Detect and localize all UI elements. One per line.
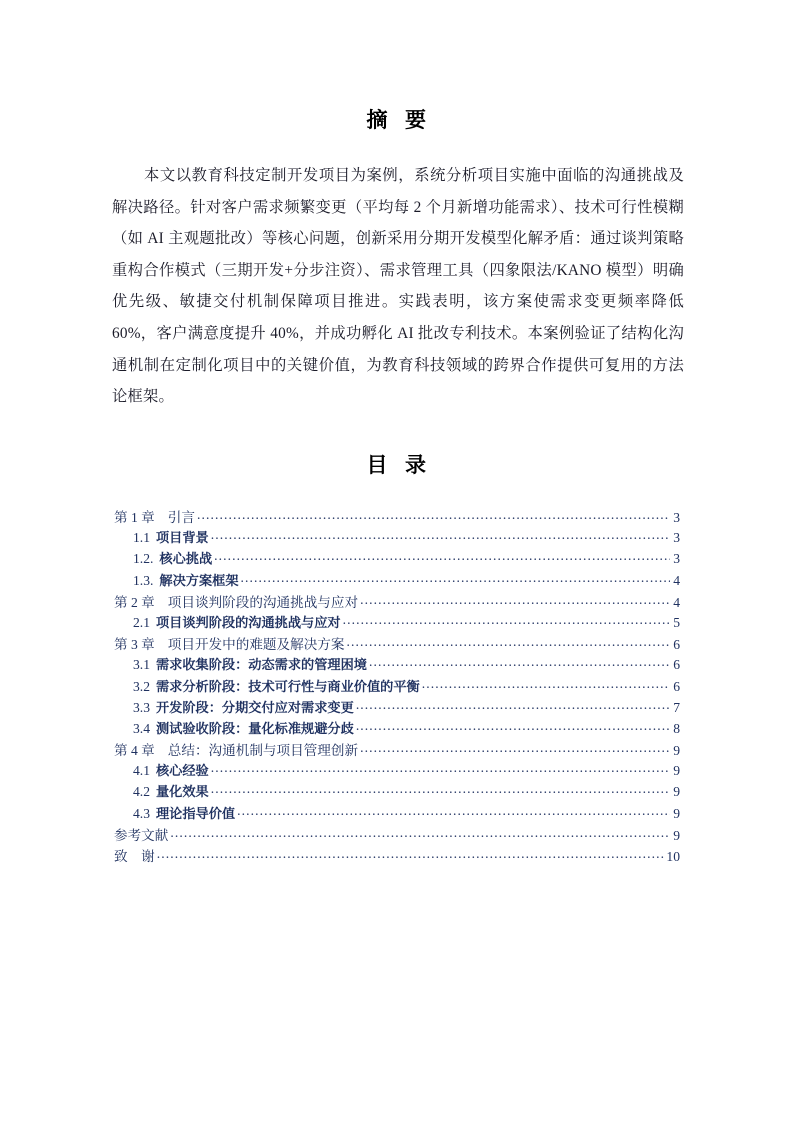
toc-heading-char2: 录 [405,454,427,477]
toc-page-number: 3 [673,530,680,546]
toc-entry-title: 量化效果 [156,784,209,800]
toc-dot-leader [356,699,670,712]
toc-entry[interactable] [114,803,680,824]
toc-page-number: 7 [673,699,680,715]
toc-entry-number: 3.3 [133,699,150,715]
toc-entry-title: 致 谢 [114,849,155,864]
toc-entry-number: 第 1 章 [114,510,155,525]
toc-heading [0,449,793,479]
toc-page-number: 9 [673,784,680,800]
toc-entry-title: 项目开发中的难题及解决方案 [167,637,345,653]
toc-entry[interactable] [114,781,680,802]
abstract-heading-char1: 摘 [366,109,388,132]
toc-heading-char1: 目 [366,454,388,477]
toc-page-number: 9 [673,805,680,821]
abstract-heading [0,104,793,134]
toc-entry[interactable] [114,570,680,591]
toc-page-number: 10 [666,849,680,864]
toc-dot-leader [237,805,670,818]
toc-dot-leader [214,550,670,563]
toc-entry-title: 需求收集阶段：动态需求的管理困境 [156,657,367,673]
toc-dot-leader [157,848,666,861]
toc-page-number: 6 [673,678,680,694]
toc-page-number: 3 [673,551,680,567]
toc-entry-number: 第 2 章 [114,594,155,610]
toc-entry-title: 引言 [167,510,195,525]
toc-entry[interactable] [114,506,680,527]
toc-entry-number: 3.1 [133,657,150,673]
toc-entry[interactable] [114,824,680,845]
toc-entry[interactable] [114,739,680,760]
toc-entry-number: 2.1 [133,614,150,630]
toc-dot-leader [360,594,670,607]
toc-entry-title: 解决方案框架 [159,572,239,588]
toc-dot-leader [356,720,670,733]
toc-entry[interactable] [114,612,680,633]
toc-entry-title: 项目谈判阶段的沟通挑战与应对 [167,594,359,610]
toc-dot-leader [170,827,670,840]
toc-entry-title: 参考文献 [114,827,169,843]
toc-page-number: 6 [673,637,680,653]
toc-page-number: 6 [673,657,680,673]
toc-page-number: 9 [673,763,680,779]
toc-entry[interactable] [114,760,680,781]
toc-entry-title: 需求分析阶段：技术可行性与商业价值的平衡 [156,678,420,694]
abstract-heading-char2: 要 [405,109,427,132]
toc-page-number: 9 [673,743,680,759]
toc-entry-title: 核心挑战 [159,551,213,567]
toc-dot-leader [360,742,670,755]
toc-dot-leader [211,783,670,796]
toc-entry-number: 1.1 [133,530,150,546]
toc-entry-number: 第 3 章 [114,637,155,653]
toc-entry[interactable] [114,548,680,569]
toc-entry-number: 4.1 [133,763,150,779]
abstract-body-text: 本文以教育科技定制开发项目为案例，系统分析项目实施中面临的沟通挑战及解决路径。针对客户需求频繁变更（平均每 2 个月新增功能需求）、技术可行性模糊（如 AI 主观题批改）等核心问题，创新采用分期开发模型化解矛盾：通过谈判策略重构合作模式（三期开发+分步注资）、需求管理工具（四象限法/KANO 模型）明确优先级、敏捷交付机制保障项目推进。实践表明，该方案使需求变更频率降低 60%，客户满意度提升 40%，并成功孵化 AI 批改专利技术。本案例验证了结构化沟通机制在定制化项目中的关键价值，为教育科技领域的跨界合作提供可复用的方法论框架。 [112,167,684,406]
toc-entry-title: 项目背景 [156,530,209,546]
toc-entry-title: 开发阶段：分期交付应对需求变更 [156,699,354,715]
toc-entry-title: 理论指导价值 [156,805,236,821]
toc-entry-number: 1.2. [133,551,154,567]
toc-entry[interactable] [114,697,680,718]
toc-entry-number: 1.3. [133,572,154,588]
toc-entry[interactable] [114,591,680,612]
toc-dot-leader [241,572,670,585]
toc-dot-leader [211,762,670,775]
toc-entry[interactable] [114,527,680,548]
toc-page-number: 8 [673,720,680,736]
toc-page-number: 4 [673,594,680,610]
toc-entry-number: 3.4 [133,720,150,736]
toc-dot-leader [369,656,670,669]
toc-entry-number: 4.2 [133,784,150,800]
toc-dot-leader [347,636,671,649]
toc-entry[interactable] [114,654,680,675]
toc-entry[interactable] [114,676,680,697]
toc-page-number: 4 [673,572,680,588]
toc-dot-leader [197,509,670,522]
toc-entry-title: 核心经验 [156,763,209,779]
toc-entry-number: 第 4 章 [114,743,155,759]
toc-entry-title: 项目谈判阶段的沟通挑战与应对 [156,614,341,630]
toc-entry-title: 总结：沟通机制与项目管理创新 [167,743,359,759]
toc-dot-leader [422,678,670,691]
toc-page-number: 5 [673,614,680,630]
toc-page-number: 3 [673,510,680,525]
toc-dot-leader [211,529,670,542]
table-of-contents [114,506,680,866]
toc-entry[interactable] [114,845,680,866]
toc-entry-title: 测试验收阶段：量化标准规避分歧 [156,720,354,736]
toc-entry[interactable] [114,633,680,654]
toc-dot-leader [343,614,670,627]
toc-page-number: 9 [673,827,680,843]
toc-entry[interactable] [114,718,680,739]
toc-entry-number: 3.2 [133,678,150,694]
toc-entry-number: 4.3 [133,805,150,821]
